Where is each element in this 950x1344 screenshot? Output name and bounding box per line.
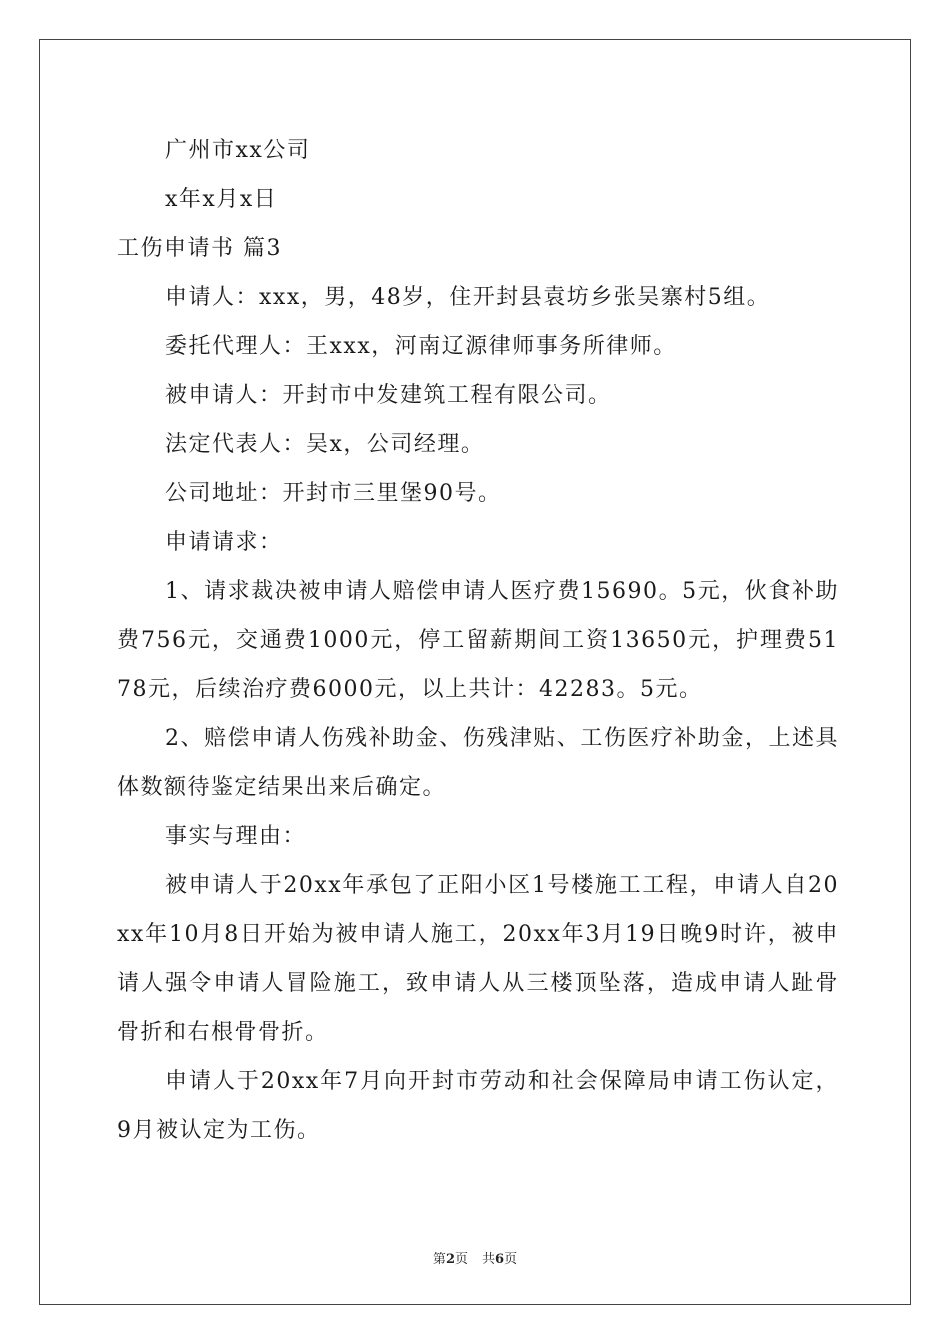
requests-heading: 申请请求：: [165, 530, 283, 555]
page-footer: [0, 1248, 950, 1267]
legal-representative-paragraph: 法定代表人：吴x，公司经理。: [165, 432, 485, 457]
page-suffix: 页: [454, 1252, 468, 1267]
request-item-1: 1、请求裁决被申请人赔偿申请人医疗费15690。5元，伙食补助费756元，交通费1000元，停工留薪期间工资13650元，护理费5178元，后续治疗费6000元，以上共计：42283。5元。: [117, 579, 839, 702]
company-line: 广州市xx公司: [165, 138, 311, 163]
total-page-number: 6: [495, 1252, 505, 1267]
document-body: [117, 126, 839, 1155]
applicant-paragraph: 申请人：xxx，男，48岁，住开封县袁坊乡张吴寨村5组。: [165, 285, 771, 310]
total-prefix: 共: [482, 1252, 496, 1267]
current-page-number: 2: [445, 1252, 455, 1267]
date-line: x年x月x日: [165, 187, 278, 212]
section-title: 工伤申请书 篇3: [117, 236, 282, 261]
page-prefix: 第: [432, 1252, 446, 1267]
agent-paragraph: 委托代理人：王xxx，河南辽源律师事务所律师。: [165, 334, 677, 359]
facts-heading: 事实与理由：: [165, 824, 307, 849]
total-suffix: 页: [504, 1252, 518, 1267]
respondent-paragraph: 被申请人：开封市中发建筑工程有限公司。: [165, 383, 612, 408]
request-item-2: 2、赔偿申请人伤残补助金、伤残津贴、工伤医疗补助金，上述具体数额待鉴定结果出来后确定。: [117, 726, 839, 800]
facts-paragraph-1: 被申请人于20xx年承包了正阳小区1号楼施工工程，申请人自20xx年10月8日开始为被申请人施工，20xx年3月19日晚9时许，被申请人强令申请人冒险施工，致申请人从三楼顶坠落，造成申请人趾骨骨折和右根骨骨折。: [117, 873, 839, 1045]
facts-paragraph-2: 申请人于20xx年7月向开封市劳动和社会保障局申请工伤认定，9月被认定为工伤。: [117, 1069, 839, 1143]
company-address-paragraph: 公司地址：开封市三里堡90号。: [165, 481, 502, 506]
